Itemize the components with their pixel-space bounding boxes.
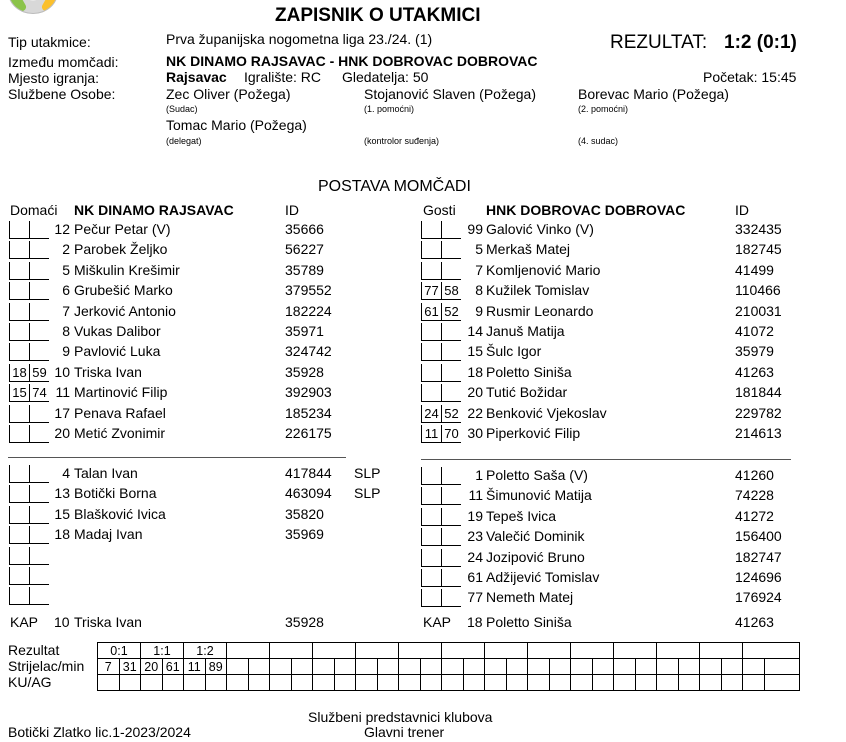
scorer-cell [334,659,356,675]
home-sub-in-box [9,343,29,361]
away-sub-name: Tepeš Ivica [486,507,557,524]
home-bench-box [9,567,29,585]
footer-representatives: Službeni predstavnici klubova [308,709,493,725]
pocetak: Početak: 15:45 [703,69,797,85]
away-sub-name: Jozipović Bruno [486,548,585,565]
home-player-name: Pečur Petar (V) [74,221,171,237]
away-sub-id: 74228 [735,487,774,504]
result-cell [269,643,312,659]
home-player-number: 2 [62,241,70,258]
home-sub-name: Botički Borna [74,485,157,502]
away-player-name: Benković Vjekoslav [486,404,607,421]
away-sub-number: 77 [467,589,483,606]
home-player-number: 11 [55,384,70,401]
home-team-name: NK DINAMO RAJSAVAC [74,202,234,218]
away-sub-id: 124696 [735,569,782,585]
kuag-cell [527,675,549,691]
home-bench-box [29,587,49,605]
away-sub-in-box [421,221,441,239]
away-sub-min-box: 70 [441,425,461,443]
sluzbene-label: Službene Osobe: [8,86,116,102]
kuag-cell [377,675,399,691]
home-player-name: Pavlović Luka [74,343,161,360]
result-cell [484,643,527,659]
izmedu-label: Između momčadi: [8,54,119,70]
scorer-cell [592,659,614,675]
away-sub-number: 1 [475,467,483,483]
scorer-cell: 7 [97,659,119,675]
away-player-number: 20 [467,384,483,401]
kuag-cell [592,675,614,691]
kuag-cell [226,675,248,691]
tip-label: Tip utakmice: [8,34,91,50]
away-sub-in-box [421,323,441,341]
away-side-label: Gosti [423,202,456,218]
away-player-number: 5 [475,241,483,258]
kuag-row-label: KU/AG [8,674,52,690]
away-player-id: 35979 [735,343,774,360]
score-grid-row [97,674,800,691]
kuag-cell [140,675,162,691]
home-player-name: Penava Rafael [74,404,166,421]
rezultat-value: 1:2 (0:1) [724,32,797,53]
away-sub-in-box: 11 [421,425,441,443]
home-id-header: ID [285,202,299,218]
home-player-number: 7 [62,302,70,319]
home-sub-min-box: 74 [29,384,49,402]
home-sub-divider [8,457,346,458]
away-sub-min-box: 52 [441,405,461,423]
footer-doctor: Botički Zlatko lic.1-2023/2024 [8,724,191,740]
home-bench-box [9,526,29,544]
away-player-name: Kužilek Tomislav [486,282,590,299]
scorer-cell [721,659,743,675]
scorer-cell [355,659,377,675]
away-player-number: 30 [467,425,483,441]
result-cell [699,643,742,659]
kuag-cell [183,675,205,691]
home-player-id: 226175 [285,425,332,441]
away-kap-label: KAP [423,614,452,630]
home-sub-in-box [9,323,29,341]
kuag-cell [398,675,420,691]
home-player-id: 35928 [285,363,324,380]
home-side-label: Domaći [10,202,58,218]
away-sub-min-box [441,323,461,341]
home-player-id: 35789 [285,261,324,278]
result-cell [398,643,441,659]
home-player-name: Parobek Željko [74,241,168,258]
score-grid-row [97,658,800,674]
home-bench-box [29,567,49,585]
home-kap-id: 35928 [285,614,324,630]
kuag-cell [570,675,592,691]
tip-value: Prva županijska nogometna liga 23./24. (1) [166,31,433,47]
home-player-number: 12 [54,221,70,237]
away-sub-in-box [421,384,441,402]
away-kap-number: 18 [467,614,483,630]
kuag-cell [678,675,700,691]
away-player-name: Galović Vinko (V) [486,221,594,237]
result-cell [570,643,613,659]
kuag-cell [119,675,141,691]
scorer-cell [527,659,549,675]
home-bench-box [29,547,49,565]
rezultat-row-label: Rezultat [8,642,60,658]
scorer-cell [248,659,270,675]
away-sub-in-box: 24 [421,405,441,423]
kuag-cell [441,675,463,691]
official-role: (2. pomoćni) [578,104,629,114]
away-player-number: 99 [467,221,483,237]
away-player-number: 9 [475,302,483,319]
home-sub-number: 13 [54,485,70,502]
away-sub-id: 156400 [735,528,782,545]
result-cell [527,643,570,659]
away-sub-in-box: 61 [421,303,441,321]
kuag-cell [355,675,377,691]
away-player-id: 110466 [735,282,781,299]
scorer-cell [269,659,291,675]
kuag-cell [635,675,657,691]
away-kap-name: Poletto Siniša [486,614,572,630]
kuag-cell [97,675,119,691]
away-sub-id: 182747 [735,548,782,565]
home-sub-in-box [9,303,29,321]
away-bench-box [441,528,461,546]
scorer-cell [420,659,442,675]
away-bench-box [421,508,441,526]
away-sub-id: 41260 [735,467,774,483]
away-player-id: 229782 [735,404,782,421]
scorer-cell: 31 [119,659,141,675]
away-sub-min-box [441,241,461,259]
scorer-cell [398,659,420,675]
away-player-name: Komljenović Mario [486,261,601,278]
away-player-number: 22 [467,404,483,421]
home-player-name: Vukas Dalibor [74,323,161,339]
official-name: Tomac Mario (Požega) [166,117,307,133]
home-player-number: 8 [62,323,70,339]
home-sub-in-box [9,262,29,280]
home-player-number: 10 [54,363,70,380]
scorer-cell: 20 [140,659,162,675]
result-cell: 0:1 [97,643,140,659]
home-player-number: 5 [62,261,70,278]
home-sub-in-box: 18 [9,364,29,382]
away-sub-number: 24 [467,548,483,565]
home-player-id: 35666 [285,221,324,237]
away-bench-box [441,589,461,607]
away-sub-name: Poletto Saša (V) [486,467,588,483]
result-cell: 1:1 [140,643,183,659]
scorer-cell: 89 [205,659,227,675]
away-sub-id: 176924 [735,589,782,606]
scorer-cell [377,659,399,675]
kuag-cell [312,675,334,691]
scorer-cell: 61 [162,659,184,675]
scorer-cell [549,659,571,675]
strijelac-row-label: Strijelac/min [8,658,85,674]
away-sub-min-box [441,364,461,382]
away-sub-id: 41272 [735,507,774,524]
home-sub-in-box [9,282,29,300]
scorer-cell [463,659,485,675]
home-player-number: 17 [54,404,70,421]
kuag-cell [549,675,571,691]
away-bench-box [441,549,461,567]
away-sub-name: Šimunović Matija [486,487,592,504]
official-role: (Sudac) [166,104,198,114]
home-sub-id: 463094 [285,485,332,502]
away-player-name: Šulc Igor [486,343,542,360]
kuag-cell [742,675,764,691]
home-sub-name: Madaj Ivan [74,526,143,543]
home-player-number: 6 [62,282,70,299]
away-sub-min-box: 58 [441,282,461,300]
home-bench-box [9,547,29,565]
official-role: (1. pomoćni) [364,104,415,114]
away-sub-min-box [441,262,461,280]
kuag-cell [291,675,313,691]
home-sub-min-box: 59 [29,364,49,382]
away-sub-in-box [421,241,441,259]
scorer-cell [506,659,528,675]
away-player-id: 41072 [735,323,774,339]
home-player-id: 182224 [285,302,332,319]
away-bench-box [421,467,441,485]
scorer-cell [656,659,678,675]
scorer-cell: 11 [183,659,205,675]
home-sub-number: 15 [54,505,70,522]
footer-head-coach: Glavni trener [364,724,445,740]
away-sub-name: Valečić Dominik [486,528,585,545]
mjesto-label: Mjesto igranja: [8,70,100,86]
home-sub-number: 18 [54,526,70,543]
kuag-cell [334,675,356,691]
home-player-name: Grubešić Marko [74,282,173,299]
away-player-name: Januš Matija [486,323,565,339]
away-sub-min-box: 52 [441,303,461,321]
scorer-cell [291,659,313,675]
scorer-cell [764,659,786,675]
away-bench-box [441,508,461,526]
away-bench-box [421,487,441,505]
page-title: ZAPISNIK O UTAKMICI [275,5,481,26]
gledatelja: Gledatelja: 50 [342,69,429,85]
kuag-cell [269,675,291,691]
kuag-cell [699,675,721,691]
result-cell [613,643,656,659]
scorer-cell [484,659,506,675]
home-player-id: 392903 [285,384,332,401]
scorer-cell [635,659,657,675]
home-sub-in-box [9,425,29,443]
league-logo [8,0,58,14]
away-player-name: Tutić Božidar [486,384,568,401]
home-kap-label: KAP [10,614,39,630]
away-player-name: Poletto Siniša [486,363,572,380]
away-sub-name: Adžijević Tomislav [486,569,600,585]
away-player-number: 7 [475,261,483,278]
rezultat-label: REZULTAT: [610,32,708,53]
lineup-title: POSTAVA MOMČADI [318,178,471,195]
away-bench-box [441,487,461,505]
scorer-cell [678,659,700,675]
kuag-cell [420,675,442,691]
away-id-header: ID [735,202,749,218]
away-sub-name: Nemeth Matej [486,589,574,606]
away-bench-box [421,528,441,546]
scorer-cell [699,659,721,675]
away-player-id: 181844 [735,384,782,401]
result-cell [226,643,269,659]
home-kap-name: Triska Ivan [74,614,142,630]
home-bench-box [9,587,29,605]
official-role: (delegat) [166,136,202,146]
kuag-cell [506,675,528,691]
home-player-name: Jerković Antonio [74,302,176,319]
away-kap-id: 41263 [735,614,774,630]
kuag-cell [248,675,270,691]
away-sub-in-box [421,262,441,280]
result-cell [312,643,355,659]
official-role: (kontrolor suđenja) [364,136,440,146]
official-role: (4. sudac) [578,136,619,146]
kuag-cell [613,675,635,691]
kuag-cell [205,675,227,691]
home-sub-in-box [9,241,29,259]
home-player-number: 9 [62,343,70,360]
home-sub-name: Talan Ivan [74,465,138,481]
scorer-cell [312,659,334,675]
home-sub-in-box [9,221,29,239]
away-sub-number: 23 [467,528,483,545]
away-bench-box [421,569,441,587]
score-grid-row [97,642,800,658]
away-sub-min-box [441,221,461,239]
kuag-cell [764,675,786,691]
home-sub-note: SLP [354,485,381,502]
scorer-cell [613,659,635,675]
away-bench-box [441,569,461,587]
scorer-cell [226,659,248,675]
home-sub-id: 35969 [285,526,324,543]
result-cell [355,643,398,659]
kuag-cell [463,675,485,691]
away-player-id: 41263 [735,363,774,380]
away-player-id: 41499 [735,261,774,278]
home-sub-id: 35820 [285,505,324,522]
mjesto-value: Rajsavac [166,69,227,85]
home-sub-note: SLP [354,465,381,481]
away-sub-min-box [441,384,461,402]
away-sub-in-box: 77 [421,282,441,300]
away-player-name: Rusmir Leonardo [486,302,594,319]
away-bench-box [421,589,441,607]
scorer-cell [570,659,592,675]
home-bench-box [9,485,29,503]
home-bench-box [9,465,29,483]
home-player-number: 20 [54,425,70,441]
result-cell [441,643,484,659]
izmedu-value: NK DINAMO RAJSAVAC - HNK DOBROVAC DOBROVAC [166,53,538,69]
official-name: Stojanović Slaven (Požega) [364,86,536,102]
home-sub-name: Blašković Ivica [74,505,166,522]
kuag-cell [656,675,678,691]
kuag-cell [484,675,506,691]
away-bench-box [441,467,461,485]
kuag-cell [721,675,743,691]
kuag-cell [162,675,184,691]
scorer-cell [441,659,463,675]
home-kap-number: 10 [54,614,70,630]
away-sub-number: 61 [467,569,483,585]
home-player-id: 379552 [285,282,332,299]
away-bench-box [421,549,441,567]
home-player-name: Miškulin Krešimir [74,261,180,278]
away-player-id: 210031 [735,302,782,319]
away-sub-divider [421,459,791,460]
away-player-number: 8 [475,282,483,299]
away-player-name: Piperković Filip [486,425,581,441]
away-player-number: 18 [467,363,483,380]
official-name: Borevac Mario (Požega) [578,86,729,102]
away-sub-min-box [441,343,461,361]
home-player-name: Triska Ivan [74,363,142,380]
away-sub-number: 19 [467,507,483,524]
away-sub-in-box [421,364,441,382]
home-sub-number: 4 [62,465,70,481]
away-sub-number: 11 [468,487,483,504]
result-cell: 1:2 [183,643,226,659]
official-name: Zec Oliver (Požega) [166,86,291,102]
home-player-id: 185234 [285,404,332,421]
home-sub-in-box [9,405,29,423]
home-player-id: 35971 [285,323,324,339]
away-sub-in-box [421,343,441,361]
away-player-id: 332435 [735,221,782,237]
away-player-id: 214613 [735,425,782,441]
result-cell [656,643,699,659]
away-player-number: 15 [467,343,483,360]
away-player-name: Merkaš Matej [486,241,571,258]
igraliste: Igralište: RC [244,69,322,85]
home-bench-box [9,506,29,524]
scorer-cell [742,659,764,675]
away-player-number: 14 [467,323,483,339]
away-team-name: HNK DOBROVAC DOBROVAC [486,202,686,218]
away-player-id: 182745 [735,241,782,258]
home-player-id: 324742 [285,343,332,360]
home-player-name: Martinović Filip [74,384,168,401]
home-sub-id: 417844 [285,465,332,481]
home-player-id: 56227 [285,241,324,258]
home-player-name: Metić Zvonimir [74,425,166,441]
home-sub-in-box: 15 [9,384,29,402]
result-cell [742,643,785,659]
